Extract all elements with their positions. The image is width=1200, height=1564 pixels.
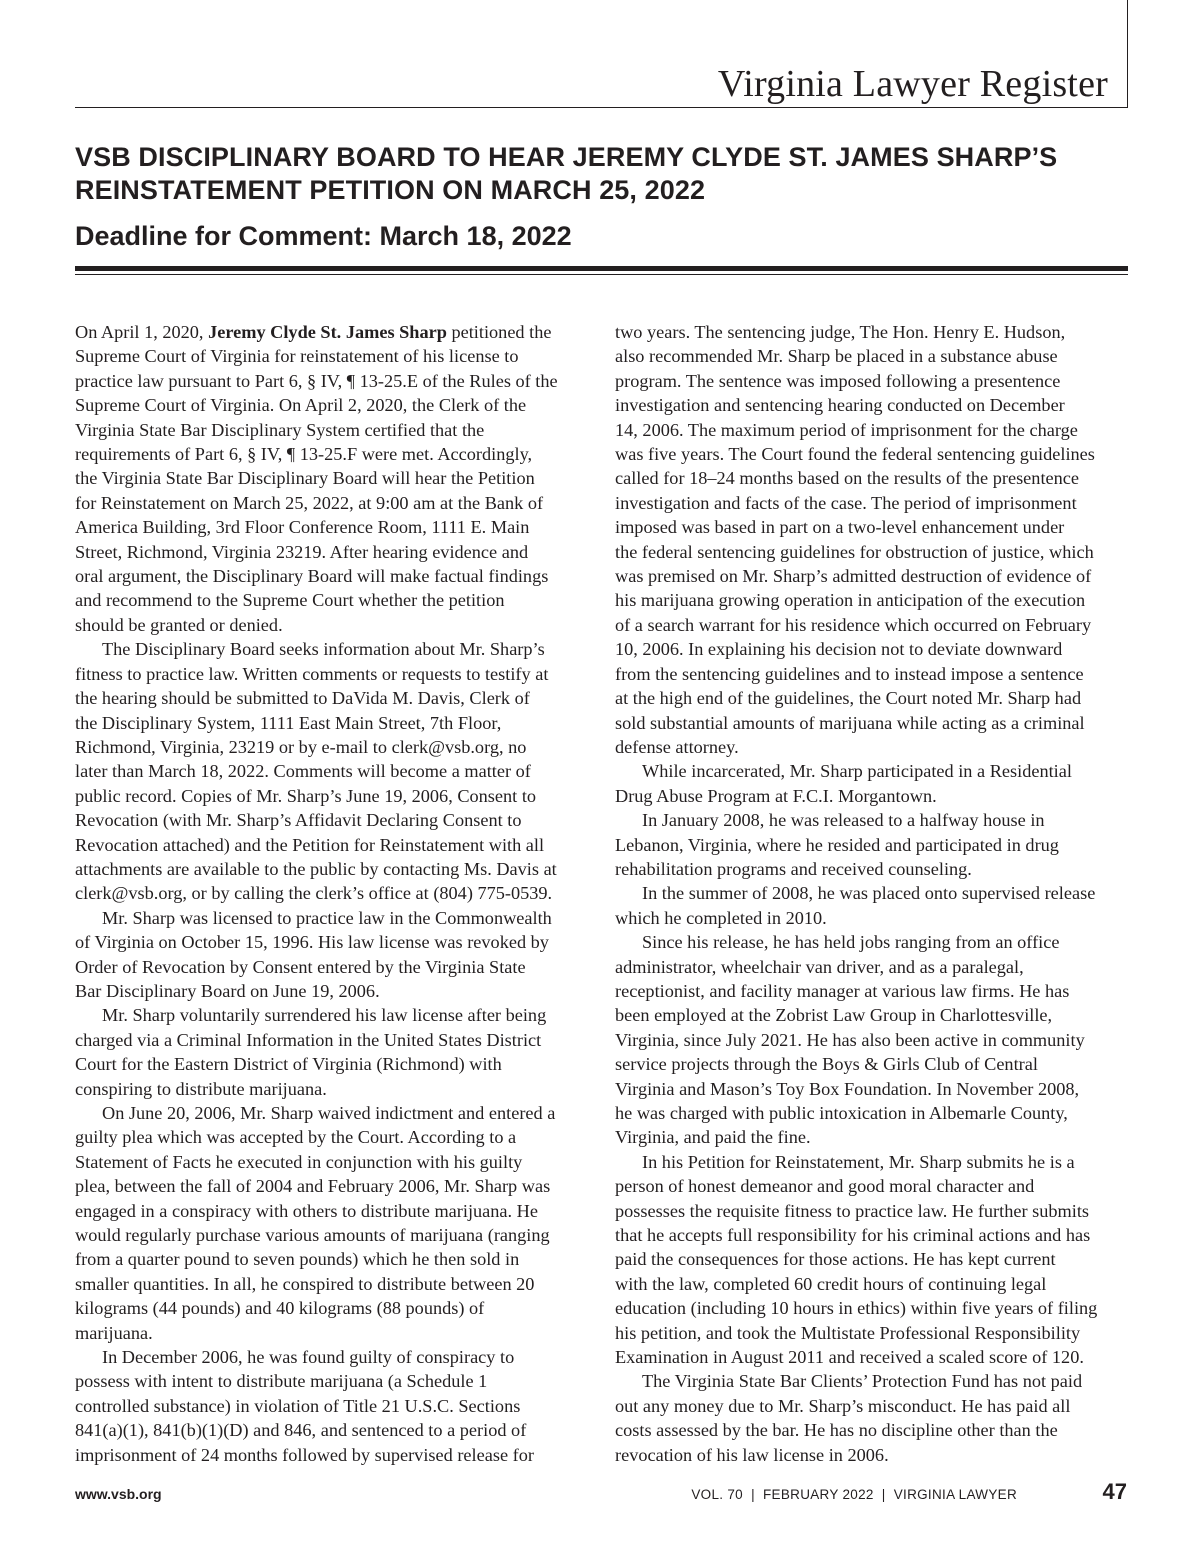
text-line: costs assessed by the bar. He has no discipline other than the: [615, 1420, 1058, 1441]
text-line: Virginia, since July 2021. He has also been active in community: [615, 1029, 1085, 1050]
text-line: On June 20, 2006, Mr. Sharp waived indictment and entered a: [102, 1103, 556, 1123]
text-line: person of honest demeanor and good moral character and: [615, 1176, 1035, 1197]
title-rule-thin: [75, 274, 1128, 275]
article-headline: VSB DISCIPLINARY BOARD TO HEAR JEREMY CLYDE ST. JAMES SHARP’S REINSTATEMENT PETITION ON MARCH 25, 2022: [75, 142, 1058, 205]
text-line: with the law, completed 60 credit hours of continuing legal: [615, 1273, 1047, 1294]
header-vertical-rule: [1127, 0, 1128, 108]
footer-issue-info: VOL. 70 | FEBRUARY 2022 | VIRGINIA LAWYER: [691, 1487, 1017, 1502]
text-line: called for 18–24 months based on the results of the presentence: [615, 468, 1080, 489]
text-line: would regularly purchase various amounts of marijuana (ranging: [75, 1225, 550, 1246]
text-line: imposed was based in part on a two-level enhancement under: [615, 517, 1065, 538]
text-line: Street, Richmond, Virginia 23219. After hearing evidence and: [75, 541, 529, 562]
text-line: of Virginia on October 15, 1996. His law license was revoked by: [75, 932, 549, 953]
text-line: that he accepts full responsibility for his criminal actions and has: [615, 1225, 1091, 1246]
text-line: also recommended Mr. Sharp be placed in a substance abuse: [615, 346, 1058, 367]
text-line: Revocation attached) and the Petition for Reinstatement with all: [75, 834, 545, 855]
text-line: In December 2006, he was found guilty of conspiracy to: [102, 1347, 515, 1368]
text-line: conspiring to distribute marijuana.: [75, 1078, 327, 1099]
text-line: service projects through the Boys & Girls Club of Central: [615, 1054, 1038, 1075]
text-line: for Reinstatement on March 25, 2022, at 9:00 am at the Bank of: [75, 492, 544, 513]
text-line: 10, 2006. In explaining his decision not to deviate downward: [615, 639, 1063, 660]
text-line: practice law pursuant to Part 6, § IV, ¶ 13-25.E of the Rules of the: [75, 370, 558, 391]
text-line: from a quarter pound to seven pounds) which he then sold in: [75, 1249, 520, 1270]
text-line: Examination in August 2011 and received a scaled score of 120.: [615, 1347, 1084, 1368]
header-horizontal-rule: [75, 107, 1128, 108]
text-line: Mr. Sharp voluntarily surrendered his law license after being: [102, 1005, 547, 1026]
text-line: Statement of Facts he executed in conjunction with his guilty: [75, 1151, 523, 1172]
paragraph: [75, 1003, 595, 1101]
lead-text: On April 1, 2020,: [75, 322, 209, 342]
petitioner-name: Jeremy Clyde St. James Sharp: [208, 322, 447, 342]
text-line: In his Petition for Reinstatement, Mr. Sharp submits he is a: [642, 1151, 1075, 1172]
paragraph: [75, 1101, 595, 1345]
text-line: While incarcerated, Mr. Sharp participated in a Residential: [642, 761, 1072, 782]
text-line: oral argument, the Disciplinary Board will make factual findings: [75, 566, 549, 587]
paragraph: [615, 759, 1135, 808]
text-line: controlled substance) in violation of Title 21 U.S.C. Sections: [75, 1395, 521, 1416]
paragraph: [615, 1369, 1135, 1467]
footer-website-link[interactable]: www.vsb.org: [75, 1486, 162, 1502]
text-line: In January 2008, he was released to a halfway house in: [642, 810, 1045, 831]
text-line: America Building, 3rd Floor Conference Room, 1111 E. Main: [75, 517, 530, 538]
text-line: education (including 10 hours in ethics) within five years of filing: [615, 1298, 1098, 1319]
text-line: guilty plea which was accepted by the Court. According to a: [75, 1127, 517, 1148]
text-line: [75, 320, 595, 344]
text-line: In the summer of 2008, he was placed onto supervised release: [642, 883, 1096, 904]
text-line: Virginia, and paid the fine.: [615, 1127, 811, 1148]
paragraph: [75, 637, 595, 905]
text-line: and recommend to the Supreme Court whether the petition: [75, 590, 505, 611]
text-line: possess with intent to distribute marijuana (a Schedule 1: [75, 1371, 488, 1392]
text-line: fitness to practice law. Written comments or requests to testify at: [75, 663, 549, 684]
comment-deadline: Deadline for Comment: March 18, 2022: [75, 221, 572, 251]
text-line: Court for the Eastern District of Virginia (Richmond) with: [75, 1054, 502, 1075]
text-line: two years. The sentencing judge, The Hon. Henry E. Hudson,: [615, 322, 1066, 342]
article-column-left: [75, 320, 595, 1467]
text-line: plea, between the fall of 2004 and February 2006, Mr. Sharp was: [75, 1176, 551, 1197]
text-line: investigation and sentencing hearing conducted on December: [615, 395, 1065, 416]
text-line: Since his release, he has held jobs ranging from an office: [642, 932, 1060, 953]
lead-text-rest: petitioned the: [446, 322, 552, 342]
paragraph: [75, 1345, 595, 1467]
text-line: Revocation (with Mr. Sharp’s Affidavit Declaring Consent to: [75, 810, 522, 831]
text-line: sold substantial amounts of marijuana while acting as a criminal: [615, 712, 1085, 733]
text-line: attachments are available to the public by contacting Ms. Davis at: [75, 858, 557, 879]
text-line: rehabilitation programs and received counseling.: [615, 858, 972, 879]
text-line: Richmond, Virginia, 23219 or by e-mail to clerk@vsb.org, no: [75, 736, 527, 757]
text-line: was premised on Mr. Sharp’s admitted destruction of evidence of: [615, 566, 1092, 587]
text-line: Virginia State Bar Disciplinary System certified that the: [75, 419, 485, 440]
text-line: which he completed in 2010.: [615, 907, 827, 928]
text-line: paid the consequences for those actions. He has kept current: [615, 1249, 1056, 1270]
text-line: the Disciplinary System, 1111 East Main Street, 7th Floor,: [75, 712, 502, 733]
text-line: defense attorney.: [615, 736, 739, 757]
text-line: Lebanon, Virginia, where he resided and participated in drug: [615, 834, 1059, 855]
text-line: Supreme Court of Virginia for reinstatement of his license to: [75, 346, 519, 367]
text-line: receptionist, and facility manager at various law firms. He has: [615, 980, 1070, 1001]
text-line: he was charged with public intoxication in Albemarle County,: [615, 1103, 1068, 1123]
text-line: been employed at the Zobrist Law Group in Charlottesville,: [615, 1005, 1053, 1026]
paragraph: [75, 320, 595, 637]
text-line: revocation of his law license in 2006.: [615, 1444, 889, 1465]
text-line: from the sentencing guidelines and to instead impose a sentence: [615, 663, 1084, 684]
text-line: Mr. Sharp was licensed to practice law in the Commonwealth: [102, 907, 552, 928]
text-line: his petition, and took the Multistate Professional Responsibility: [615, 1322, 1081, 1343]
paragraph: [615, 808, 1135, 881]
text-line: smaller quantities. In all, he conspired to distribute between 20: [75, 1273, 535, 1294]
text-line: 14, 2006. The maximum period of imprisonment for the charge: [615, 419, 1078, 440]
paragraph: [615, 320, 1135, 759]
article-column-right: [615, 320, 1135, 1467]
text-line: Drug Abuse Program at F.C.I. Morgantown.: [615, 785, 937, 806]
text-line: requirements of Part 6, § IV, ¶ 13-25.F were met. Accordingly,: [75, 444, 533, 465]
paragraph: [615, 881, 1135, 930]
text-line: The Disciplinary Board seeks information about Mr. Sharp’s: [102, 639, 545, 660]
text-line: Supreme Court of Virginia. On April 2, 2020, the Clerk of the: [75, 395, 527, 416]
text-line: marijuana.: [75, 1322, 153, 1343]
text-line: Bar Disciplinary Board on June 19, 2006.: [75, 980, 380, 1001]
paragraph: [615, 1150, 1135, 1370]
paragraph: [615, 930, 1135, 1150]
text-line: at the high end of the guidelines, the Court noted Mr. Sharp had: [615, 688, 1082, 709]
text-line: his marijuana growing operation in anticipation of the execution: [615, 590, 1086, 611]
text-line: possesses the requisite fitness to practice law. He further submits: [615, 1200, 1090, 1221]
text-line: later than March 18, 2022. Comments will become a matter of: [75, 761, 531, 782]
text-line: Order of Revocation by Consent entered by the Virginia State: [75, 956, 526, 977]
text-line: of a search warrant for his residence which occurred on February: [615, 614, 1092, 635]
text-line: 841(a)(1), 841(b)(1)(D) and 846, and sentenced to a period of: [75, 1420, 527, 1441]
text-line: out any money due to Mr. Sharp’s misconduct. He has paid all: [615, 1395, 1071, 1416]
page-number: 47: [1102, 1479, 1127, 1504]
paragraph: [75, 906, 595, 1004]
text-line: kilograms (44 pounds) and 40 kilograms (88 pounds) of: [75, 1298, 485, 1319]
text-line: was five years. The Court found the federal sentencing guidelines: [615, 444, 1095, 465]
text-line: the federal sentencing guidelines for obstruction of justice, which: [615, 541, 1094, 562]
text-line: Virginia and Mason’s Toy Box Foundation. In November 2008,: [615, 1078, 1080, 1099]
text-line: imprisonment of 24 months followed by supervised release for: [75, 1444, 534, 1465]
text-line: investigation and facts of the case. The period of imprisonment: [615, 492, 1077, 513]
text-line: the Virginia State Bar Disciplinary Board will hear the Petition: [75, 468, 535, 489]
text-line: public record. Copies of Mr. Sharp’s June 19, 2006, Consent to: [75, 785, 537, 806]
text-line: The Virginia State Bar Clients’ Protection Fund has not paid: [642, 1371, 1083, 1392]
text-line: clerk@vsb.org, or by calling the clerk’s office at (804) 775-0539.: [75, 883, 553, 904]
text-line: should be granted or denied.: [75, 614, 283, 635]
text-line: charged via a Criminal Information in the United States District: [75, 1029, 542, 1050]
title-rule-thick: [75, 266, 1128, 271]
text-line: the hearing should be submitted to DaVida M. Davis, Clerk of: [75, 688, 530, 709]
text-line: administrator, wheelchair van driver, and as a paralegal,: [615, 956, 1024, 977]
text-line: program. The sentence was imposed following a presentence: [615, 370, 1061, 391]
text-line: engaged in a conspiracy with others to distribute marijuana. He: [75, 1200, 538, 1221]
running-head: Virginia Lawyer Register: [717, 63, 1108, 105]
